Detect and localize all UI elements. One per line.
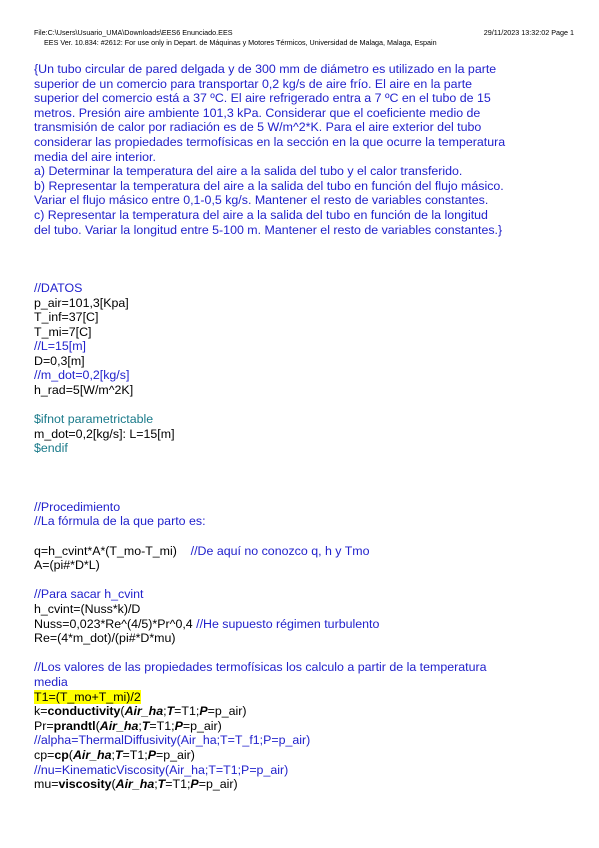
hcv-comment: //Para sacar h_cvint (34, 587, 144, 602)
fluid-name: Air_ha (72, 747, 112, 762)
statement-line: {Un tubo circular de pared delgada y de 300 mm de diámetro es utilizado en la parte (34, 62, 497, 76)
equals: = (182, 718, 191, 733)
arg-value: p_air) (163, 747, 195, 762)
function-name: conductivity (47, 704, 121, 719)
propiedades-section (34, 660, 579, 791)
arg-value: p_air) (190, 718, 222, 733)
arg-value: p_air) (205, 777, 238, 792)
equation-pr (34, 719, 579, 734)
separator: ; (195, 704, 200, 719)
separator: ; (144, 747, 148, 762)
arg-key: T (157, 777, 166, 792)
statement-line: transmisión de calor por radiación es de 5 W/m^2*K. Para el aire exterior del tubo (34, 120, 482, 135)
paren: ( (120, 704, 125, 719)
paren: ( (95, 718, 100, 733)
document-body (34, 62, 579, 792)
fluid-name: Air_ha (124, 704, 164, 719)
equation-d: D=0,3[m] (34, 353, 85, 368)
equation-t-inf: T_inf=37[C] (34, 310, 99, 325)
equation-t1 (34, 690, 579, 705)
equation-k (34, 704, 579, 719)
statement-line: b) Representar la temperatura del aire a la salida del tubo en función del flujo másico. (34, 178, 504, 193)
statement-line: del tubo. Variar la longitud entre 5-100 m. Mantener el resto de variables constantes.} (34, 222, 503, 237)
statement-line: a) Determinar la temperatura del aire a la salida del tubo y el calor transferido. (34, 164, 463, 179)
arg-key: P (199, 704, 208, 719)
equals: = (165, 777, 173, 792)
separator: ; (138, 718, 142, 733)
equation-q-text: q=h_cvint*A*(T_mo-T_mi) (34, 543, 191, 558)
arg-key: P (174, 718, 183, 733)
equals: = (149, 718, 157, 733)
inline-comment: //De aquí no conozco q, h y Tmo (190, 543, 370, 558)
paren: ( (68, 747, 73, 762)
propiedades-comment-cont: media (34, 674, 68, 689)
paren: ( (111, 777, 116, 792)
ifnot-directive: $ifnot parametrictable (34, 412, 154, 427)
statement-line: c) Representar la temperatura del aire a la salida del tubo en función de la longitud (34, 207, 488, 222)
statement-line: media del aire interior. (34, 149, 156, 164)
arg-key: P (147, 747, 156, 762)
equation-nuss-text: Nuss=0,023*Re^(4/5)*Pr^0,4 (34, 616, 197, 631)
propiedades-comment: //Los valores de las propiedades termofísicas los calculo a partir de la temperatura (34, 660, 487, 675)
equation-p-air: p_air=101,3[Kpa] (34, 295, 129, 310)
arg-value: T1 (181, 704, 196, 719)
inline-comment: //He supuesto régimen turbulento (196, 616, 380, 631)
equation-cp (34, 748, 579, 763)
statement-line: superior de un comercio para transportar 0,2 kg/s de aire frío. El aire en la parte (34, 76, 473, 91)
arg-value: T1 (172, 777, 187, 792)
equation-a: A=(pi#*D*L) (34, 558, 100, 573)
arg-value: T1 (156, 718, 172, 733)
separator: ; (154, 777, 158, 792)
endif-directive: $endif (34, 441, 68, 456)
separator: ; (171, 718, 175, 733)
ifnot-section (34, 412, 579, 456)
datos-comment: //DATOS (34, 280, 83, 295)
comment-m-dot: //m_dot=0,2[kg/s] (34, 368, 130, 383)
eq-lhs: Pr= (34, 718, 54, 733)
datos-section (34, 281, 579, 398)
procedimiento-comment: //Procedimiento (34, 499, 121, 514)
arg-key: T (141, 718, 150, 733)
formula-comment: //La fórmula de la que parto es: (34, 514, 206, 529)
procedimiento-section (34, 500, 579, 646)
equation-m-dot-l: m_dot=0,2[kg/s]: L=15[m] (34, 426, 175, 441)
statement-line: metros. Presión aire ambiente 101,3 kPa. Considerar que el coeficiente medio de (34, 105, 481, 120)
equation-h-cvint: h_cvint=(Nuss*k)/D (34, 601, 141, 616)
equation-re: Re=(4*m_dot)/(pi#*D*mu) (34, 631, 176, 646)
equals: = (122, 747, 130, 762)
eq-lhs: cp= (34, 747, 55, 762)
function-name: cp (54, 747, 69, 762)
equation-t-mi: T_mi=7[C] (34, 324, 92, 339)
arg-key: P (190, 777, 199, 792)
arg-value: T1 (129, 747, 145, 762)
file-path: File:C:\Users\Usuario_UMA\Downloads\EES6 Enunciado.EES (34, 28, 233, 37)
fluid-name: Air_ha (115, 777, 155, 792)
alpha-comment: //alpha=ThermalDiffusivity(Air_ha;T=T_f1;P=p_air) (34, 733, 311, 748)
eq-lhs: k= (34, 704, 48, 719)
comment-l: //L=15[m] (34, 339, 87, 354)
separator: ; (186, 777, 191, 792)
equals: = (174, 704, 182, 719)
arg-value: p_air) (214, 704, 247, 719)
license-line: EES Ver. 10.834: #2612: For use only in Depart. de Máquinas y Motores Térmicos, Universidad de Malaga, Malaga, Espain (44, 38, 437, 47)
eq-lhs: mu= (34, 777, 59, 792)
statement-line: considerar las propiedades termofísicas en la sección en la que ocurre la temperatura (34, 134, 506, 149)
header-line-1 (34, 28, 574, 37)
equation-mu (34, 777, 579, 792)
equation-q (34, 544, 579, 559)
statement-line: superior del comercio está a 37 ºC. El aire refrigerado entra a 7 ºC en el tubo de 15 (34, 91, 491, 106)
problem-statement (34, 62, 579, 237)
arg-key: T (166, 704, 175, 719)
equals: = (155, 747, 164, 762)
separator: ; (163, 704, 167, 719)
equation-h-rad: h_rad=5[W/m^2K] (34, 383, 134, 398)
equals: = (198, 777, 206, 792)
arg-key: T (114, 747, 123, 762)
nu-comment: //nu=KinematicViscosity(Air_ha;T=T1;P=p_air) (34, 762, 289, 777)
statement-line: Variar el flujo másico entre 0,1-0,5 kg/s. Mantener el resto de variables constantes. (34, 193, 489, 208)
highlighted-equation: T1=(T_mo+T_mi)/2 (34, 689, 141, 704)
separator: ; (111, 747, 115, 762)
function-name: prandtl (53, 718, 96, 733)
equals: = (207, 704, 215, 719)
fluid-name: Air_ha (99, 718, 139, 733)
equation-nuss (34, 617, 579, 632)
date-page: 29/11/2023 13:32:02 Page 1 (483, 28, 574, 37)
function-name: viscosity (58, 777, 112, 792)
